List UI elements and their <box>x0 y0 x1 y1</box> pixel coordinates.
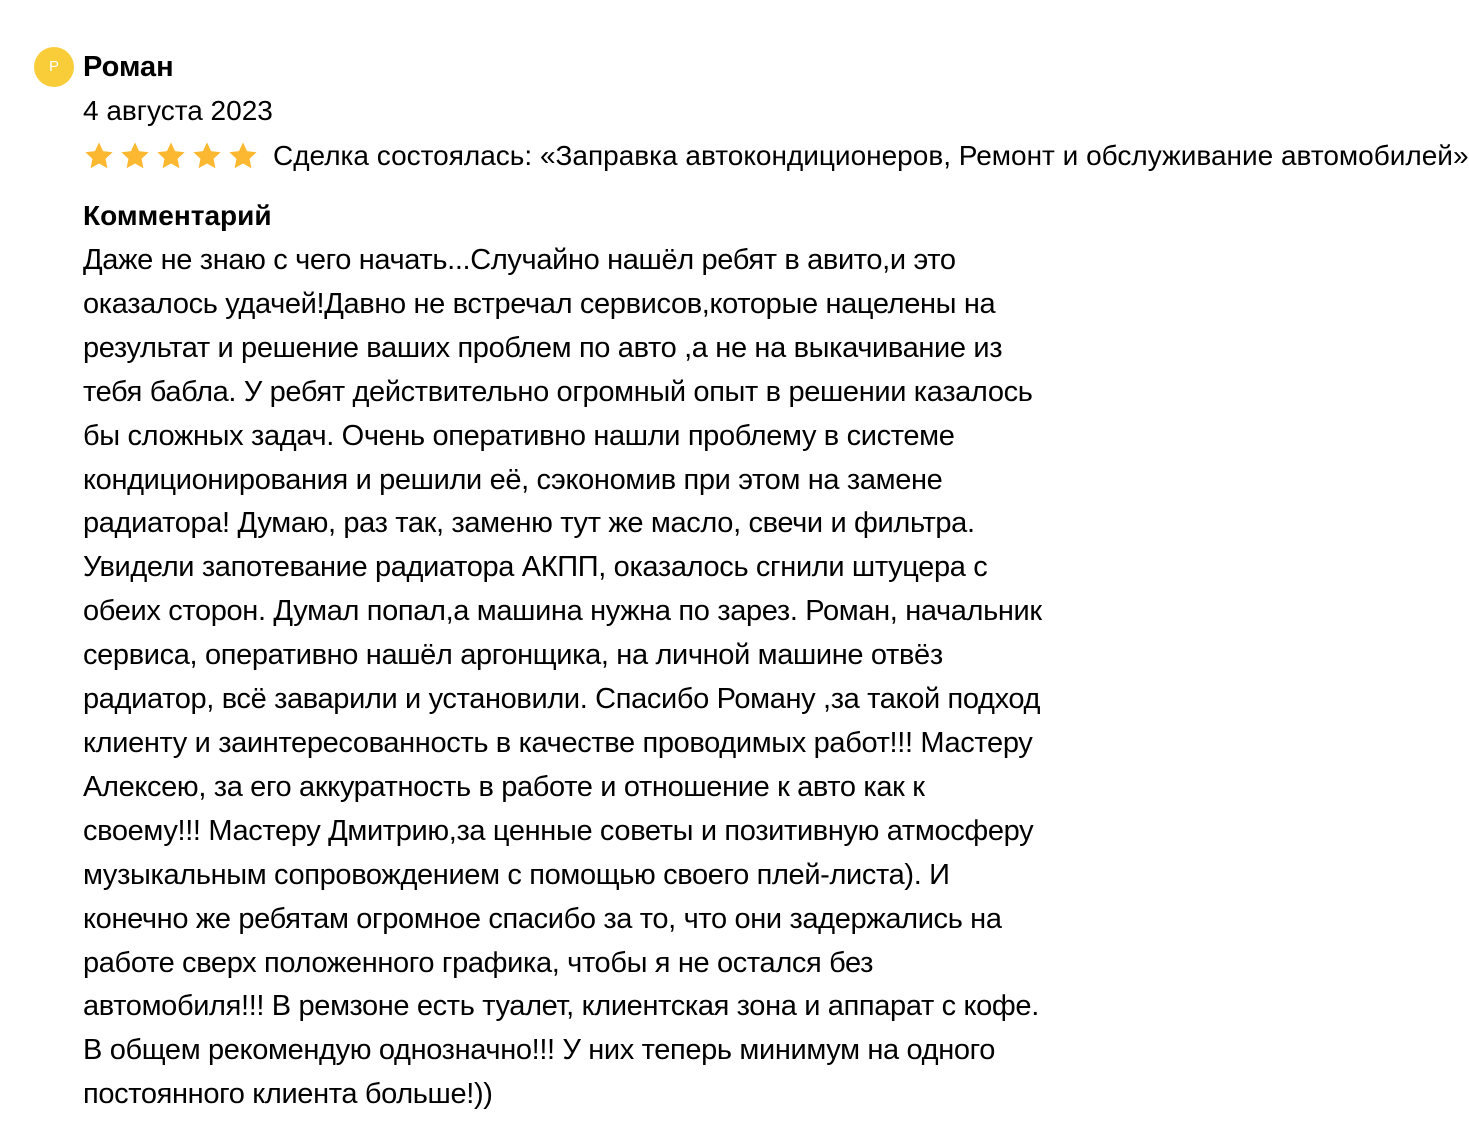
star-icon <box>119 140 151 172</box>
comment-line: конечно же ребятам огромное спасибо за то, что они задержались на <box>83 902 1002 935</box>
comment-line: тебя бабла. У ребят действительно огромный опыт в решении казалось <box>83 375 1033 408</box>
star-icon <box>83 140 115 172</box>
star-icon <box>227 140 259 172</box>
comment-line: автомобиля!!! В ремзоне есть туалет, клиентская зона и аппарат с кофе. <box>83 990 1039 1023</box>
review-author-name[interactable]: Роман <box>83 51 174 83</box>
comment-line: постоянного клиента больше!)) <box>83 1078 493 1111</box>
comment-line: оказалось удачей!Давно не встречал сервисов,которые нацелены на <box>83 287 996 320</box>
comment-line: Даже не знаю с чего начать...Случайно нашёл ребят в авито,и это <box>83 244 956 276</box>
avatar[interactable]: Р <box>34 47 74 87</box>
comment-line: клиенту и заинтересованность в качестве проводимых работ!!! Мастеру <box>83 726 1033 759</box>
comment-line: сервиса, оперативно нашёл аргонщика, на личной машине отвёз <box>83 639 943 672</box>
star-icon <box>191 140 223 172</box>
comment-line: В общем рекомендую однозначно!!! У них теперь минимум на одного <box>83 1034 996 1067</box>
comment-line: своему!!! Мастеру Дмитрию,за ценные советы и позитивную атмосферу <box>83 814 1034 847</box>
comment-line: музыкальным сопровождением с помощью своего плей-листа). И <box>83 858 950 891</box>
rating-row <box>83 136 1469 176</box>
comment-line: работе сверх положенного графика, чтобы я не остался без <box>83 946 874 979</box>
comment-line: Увидели запотевание радиатора АКПП, оказалось сгнили штуцера с <box>83 551 988 584</box>
comment-line: обеих сторон. Думал попал,а машина нужна по зарез. Роман, начальник <box>83 595 1042 628</box>
comment-text <box>83 239 1223 1117</box>
comment-line: кондиционирования и решили её, сэкономив при этом на замене <box>83 463 943 496</box>
star-rating <box>83 136 263 176</box>
comment-line: бы сложных задач. Очень оперативно нашли проблему в системе <box>83 419 955 452</box>
deal-status: Сделка состоялась: «Заправка автокондиционеров, Ремонт и обслуживание автомобилей» <box>273 140 1469 171</box>
comment-line: Алексею, за его аккуратность в работе и отношение к авто как к <box>83 770 925 803</box>
review-date: 4 августа 2023 <box>83 95 273 126</box>
comment-line: радиатор, всё заварили и установили. Спасибо Роману ,за такой подход <box>83 683 1041 716</box>
comment-line: результат и решение ваших проблем по авто ,а не на выкачивание из <box>83 331 1003 364</box>
star-icon <box>155 140 187 172</box>
comment-heading: Комментарий <box>83 200 272 231</box>
comment-line: радиатора! Думаю, раз так, заменю тут же масло, свечи и фильтра. <box>83 507 975 540</box>
